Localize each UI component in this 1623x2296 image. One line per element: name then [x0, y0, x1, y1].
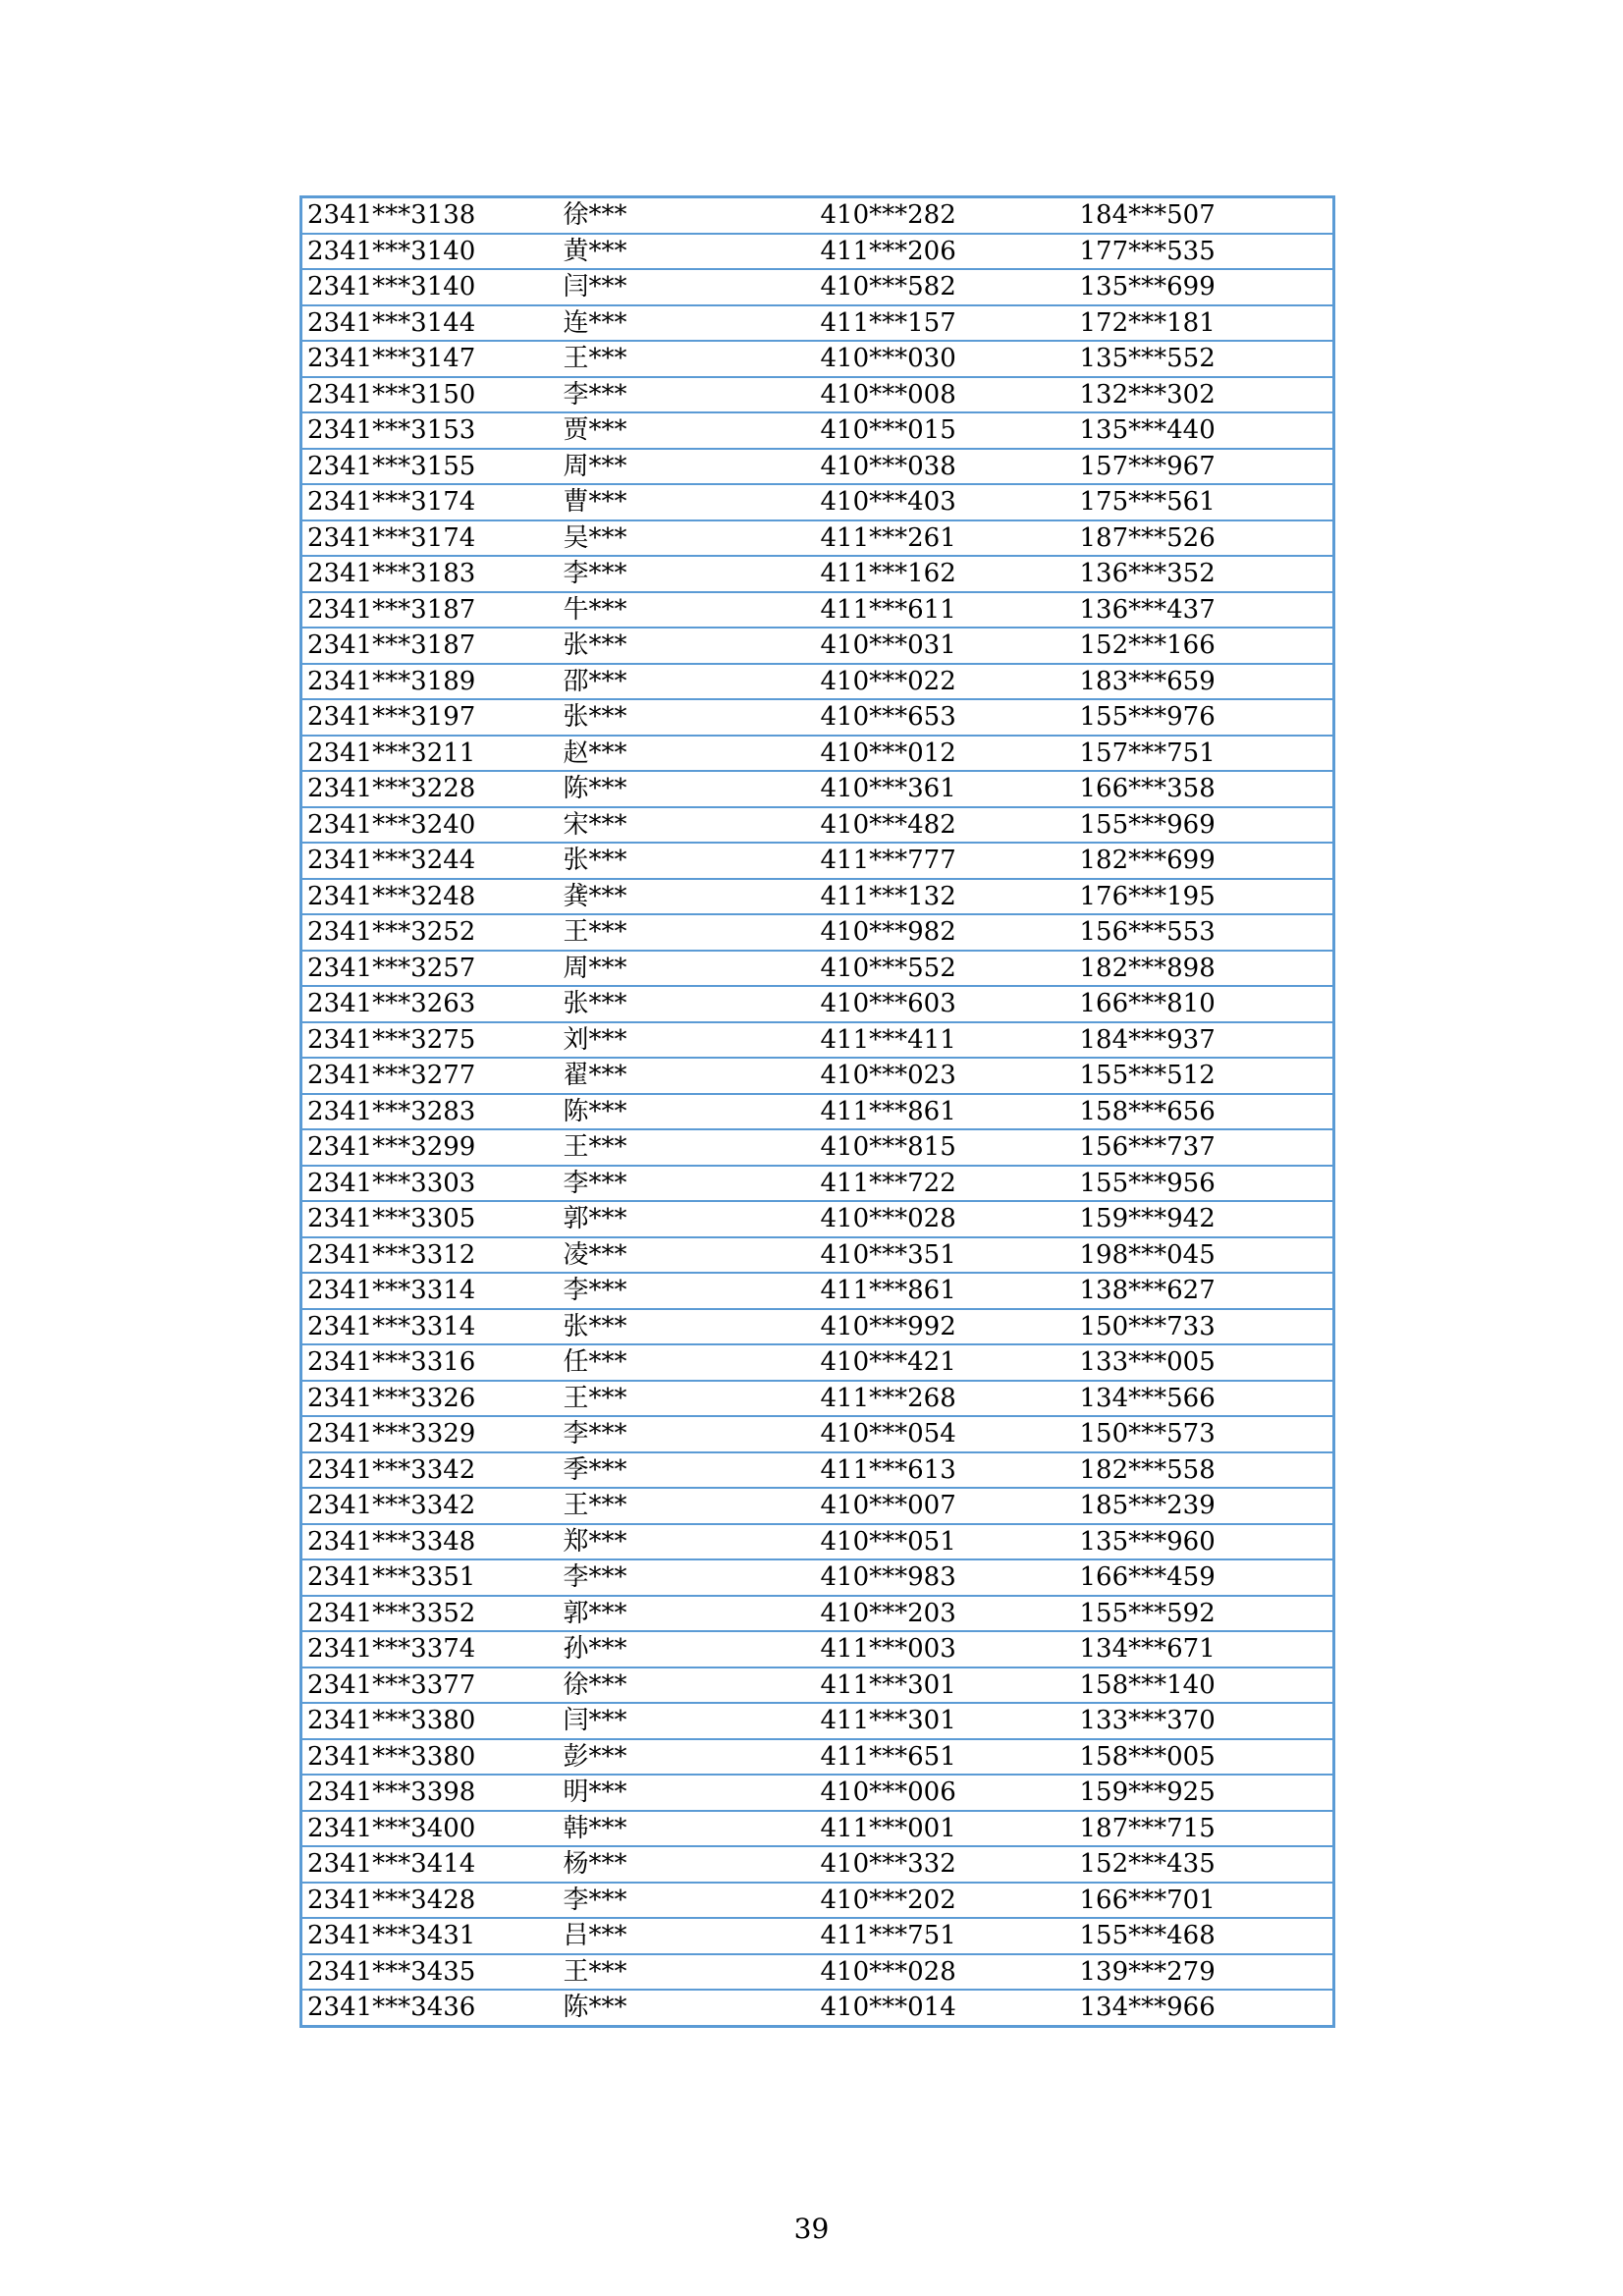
id-card-cell: 411***268: [816, 1381, 1075, 1417]
phone-cell: 183***659: [1075, 664, 1334, 700]
name-cell: 郭***: [559, 1201, 816, 1237]
name-cell: 张***: [559, 699, 816, 736]
id-card-cell: 411***751: [816, 1918, 1075, 1954]
table-row: [301, 1883, 1334, 1919]
name-cell: 翟***: [559, 1058, 816, 1094]
id-number-cell: 2341***3197: [301, 699, 559, 736]
id-number-cell: 2341***3316: [301, 1344, 559, 1381]
phone-cell: 159***925: [1075, 1775, 1334, 1811]
name-cell: 陈***: [559, 771, 816, 807]
name-cell: 彭***: [559, 1739, 816, 1776]
id-card-cell: 410***482: [816, 807, 1075, 844]
id-number-cell: 2341***3374: [301, 1631, 559, 1667]
name-cell: 闫***: [559, 269, 816, 305]
id-number-cell: 2341***3211: [301, 736, 559, 772]
id-card-cell: 410***031: [816, 628, 1075, 664]
id-number-cell: 2341***3144: [301, 305, 559, 342]
id-card-cell: 411***261: [816, 520, 1075, 557]
name-cell: 闫***: [559, 1703, 816, 1739]
name-cell: 徐***: [559, 197, 816, 234]
table-row: [301, 1094, 1334, 1130]
name-cell: 张***: [559, 628, 816, 664]
table-row: [301, 1166, 1334, 1202]
id-card-cell: 410***282: [816, 197, 1075, 234]
name-cell: 周***: [559, 951, 816, 987]
id-card-cell: 410***653: [816, 699, 1075, 736]
name-cell: 周***: [559, 449, 816, 485]
id-card-cell: 411***861: [816, 1094, 1075, 1130]
phone-cell: 159***942: [1075, 1201, 1334, 1237]
id-card-cell: 410***332: [816, 1846, 1075, 1883]
phone-cell: 182***558: [1075, 1452, 1334, 1489]
id-number-cell: 2341***3436: [301, 1990, 559, 2026]
id-card-cell: 411***157: [816, 305, 1075, 342]
id-card-cell: 411***301: [816, 1703, 1075, 1739]
id-number-cell: 2341***3244: [301, 843, 559, 879]
table-row: [301, 269, 1334, 305]
id-number-cell: 2341***3312: [301, 1237, 559, 1274]
table-row: [301, 1559, 1334, 1596]
name-cell: 郑***: [559, 1524, 816, 1560]
phone-cell: 138***627: [1075, 1273, 1334, 1309]
name-cell: 龚***: [559, 879, 816, 915]
table-row: [301, 1452, 1334, 1489]
id-card-cell: 410***552: [816, 951, 1075, 987]
id-card-cell: 410***983: [816, 1559, 1075, 1596]
table-row: [301, 664, 1334, 700]
phone-cell: 133***370: [1075, 1703, 1334, 1739]
id-number-cell: 2341***3138: [301, 197, 559, 234]
table-row: [301, 1596, 1334, 1632]
table-row: [301, 234, 1334, 270]
id-card-cell: 410***421: [816, 1344, 1075, 1381]
name-cell: 季***: [559, 1452, 816, 1489]
phone-cell: 182***898: [1075, 951, 1334, 987]
table-row: [301, 1237, 1334, 1274]
table-row: [301, 628, 1334, 664]
id-card-cell: 410***012: [816, 736, 1075, 772]
table-row: [301, 1129, 1334, 1166]
phone-cell: 157***967: [1075, 449, 1334, 485]
id-number-cell: 2341***3140: [301, 269, 559, 305]
id-number-cell: 2341***3277: [301, 1058, 559, 1094]
name-cell: 曹***: [559, 484, 816, 520]
id-card-cell: 411***003: [816, 1631, 1075, 1667]
phone-cell: 166***701: [1075, 1883, 1334, 1919]
id-card-cell: 410***603: [816, 986, 1075, 1022]
table-row: [301, 1488, 1334, 1524]
name-cell: 吕***: [559, 1918, 816, 1954]
name-cell: 韩***: [559, 1811, 816, 1847]
table-row: [301, 914, 1334, 951]
table-row: [301, 1524, 1334, 1560]
table-row: [301, 1381, 1334, 1417]
id-card-cell: 411***132: [816, 879, 1075, 915]
id-number-cell: 2341***3257: [301, 951, 559, 987]
id-card-cell: 411***001: [816, 1811, 1075, 1847]
name-cell: 王***: [559, 1129, 816, 1166]
id-card-cell: 410***815: [816, 1129, 1075, 1166]
name-cell: 王***: [559, 1488, 816, 1524]
phone-cell: 187***715: [1075, 1811, 1334, 1847]
id-number-cell: 2341***3140: [301, 234, 559, 270]
id-number-cell: 2341***3380: [301, 1739, 559, 1776]
phone-cell: 155***512: [1075, 1058, 1334, 1094]
phone-cell: 185***239: [1075, 1488, 1334, 1524]
id-number-cell: 2341***3326: [301, 1381, 559, 1417]
table-row: [301, 843, 1334, 879]
phone-cell: 166***810: [1075, 986, 1334, 1022]
phone-cell: 139***279: [1075, 1954, 1334, 1991]
table-row: [301, 520, 1334, 557]
name-cell: 宋***: [559, 807, 816, 844]
id-number-cell: 2341***3435: [301, 1954, 559, 1991]
id-number-cell: 2341***3147: [301, 341, 559, 377]
table-row: [301, 1990, 1334, 2026]
id-number-cell: 2341***3329: [301, 1416, 559, 1452]
id-number-cell: 2341***3342: [301, 1488, 559, 1524]
name-cell: 李***: [559, 1559, 816, 1596]
name-cell: 王***: [559, 1954, 816, 1991]
table-row: [301, 556, 1334, 592]
id-card-cell: 411***611: [816, 592, 1075, 629]
name-cell: 刘***: [559, 1022, 816, 1059]
table-row: [301, 1703, 1334, 1739]
table-row: [301, 1201, 1334, 1237]
table-row: [301, 341, 1334, 377]
id-number-cell: 2341***3314: [301, 1273, 559, 1309]
id-number-cell: 2341***3174: [301, 484, 559, 520]
id-card-cell: 411***206: [816, 234, 1075, 270]
id-number-cell: 2341***3398: [301, 1775, 559, 1811]
id-card-cell: 411***722: [816, 1166, 1075, 1202]
phone-cell: 187***526: [1075, 520, 1334, 557]
phone-cell: 158***140: [1075, 1667, 1334, 1704]
phone-cell: 135***552: [1075, 341, 1334, 377]
id-card-cell: 410***038: [816, 449, 1075, 485]
id-number-cell: 2341***3377: [301, 1667, 559, 1704]
table-row: [301, 377, 1334, 413]
phone-cell: 156***553: [1075, 914, 1334, 951]
id-number-cell: 2341***3342: [301, 1452, 559, 1489]
id-card-cell: 410***008: [816, 377, 1075, 413]
name-cell: 徐***: [559, 1667, 816, 1704]
id-card-cell: 410***015: [816, 412, 1075, 449]
phone-cell: 134***671: [1075, 1631, 1334, 1667]
phone-cell: 198***045: [1075, 1237, 1334, 1274]
id-number-cell: 2341***3352: [301, 1596, 559, 1632]
id-number-cell: 2341***3314: [301, 1309, 559, 1345]
id-card-cell: 410***982: [816, 914, 1075, 951]
phone-cell: 172***181: [1075, 305, 1334, 342]
name-cell: 张***: [559, 986, 816, 1022]
id-card-cell: 410***203: [816, 1596, 1075, 1632]
page-number: 39: [793, 2213, 830, 2245]
name-cell: 李***: [559, 1883, 816, 1919]
id-number-cell: 2341***3189: [301, 664, 559, 700]
name-cell: 黄***: [559, 234, 816, 270]
table-row: [301, 699, 1334, 736]
table-row: [301, 1811, 1334, 1847]
phone-cell: 175***561: [1075, 484, 1334, 520]
id-card-cell: 410***006: [816, 1775, 1075, 1811]
table-row: [301, 449, 1334, 485]
phone-cell: 136***437: [1075, 592, 1334, 629]
table-row: [301, 1667, 1334, 1704]
table-row: [301, 1739, 1334, 1776]
id-number-cell: 2341***3183: [301, 556, 559, 592]
table-row: [301, 1775, 1334, 1811]
id-card-cell: 410***582: [816, 269, 1075, 305]
id-card-cell: 410***028: [816, 1954, 1075, 1991]
id-card-cell: 410***014: [816, 1990, 1075, 2026]
id-number-cell: 2341***3283: [301, 1094, 559, 1130]
id-number-cell: 2341***3150: [301, 377, 559, 413]
phone-cell: 150***573: [1075, 1416, 1334, 1452]
id-card-cell: 411***411: [816, 1022, 1075, 1059]
phone-cell: 133***005: [1075, 1344, 1334, 1381]
phone-cell: 155***976: [1075, 699, 1334, 736]
table-row: [301, 1918, 1334, 1954]
table-row: [301, 771, 1334, 807]
phone-cell: 177***535: [1075, 234, 1334, 270]
phone-cell: 158***005: [1075, 1739, 1334, 1776]
phone-cell: 135***440: [1075, 412, 1334, 449]
name-cell: 李***: [559, 377, 816, 413]
name-cell: 贾***: [559, 412, 816, 449]
id-number-cell: 2341***3414: [301, 1846, 559, 1883]
name-cell: 王***: [559, 1381, 816, 1417]
id-card-cell: 411***651: [816, 1739, 1075, 1776]
name-cell: 郭***: [559, 1596, 816, 1632]
phone-cell: 166***459: [1075, 1559, 1334, 1596]
name-cell: 杨***: [559, 1846, 816, 1883]
table-row: [301, 1954, 1334, 1991]
phone-cell: 135***699: [1075, 269, 1334, 305]
id-number-cell: 2341***3228: [301, 771, 559, 807]
table-row: [301, 197, 1334, 234]
id-card-cell: 411***861: [816, 1273, 1075, 1309]
id-card-cell: 411***613: [816, 1452, 1075, 1489]
phone-cell: 152***166: [1075, 628, 1334, 664]
name-cell: 李***: [559, 1273, 816, 1309]
id-number-cell: 2341***3240: [301, 807, 559, 844]
phone-cell: 134***566: [1075, 1381, 1334, 1417]
id-card-cell: 410***007: [816, 1488, 1075, 1524]
phone-cell: 155***956: [1075, 1166, 1334, 1202]
id-card-cell: 410***028: [816, 1201, 1075, 1237]
id-number-cell: 2341***3275: [301, 1022, 559, 1059]
phone-cell: 155***468: [1075, 1918, 1334, 1954]
roster-table-body: [301, 197, 1334, 2027]
id-card-cell: 410***022: [816, 664, 1075, 700]
id-number-cell: 2341***3428: [301, 1883, 559, 1919]
table-row: [301, 305, 1334, 342]
name-cell: 陈***: [559, 1990, 816, 2026]
name-cell: 王***: [559, 914, 816, 951]
id-number-cell: 2341***3351: [301, 1559, 559, 1596]
phone-cell: 136***352: [1075, 556, 1334, 592]
table-row: [301, 1631, 1334, 1667]
phone-cell: 134***966: [1075, 1990, 1334, 2026]
phone-cell: 157***751: [1075, 736, 1334, 772]
phone-cell: 155***969: [1075, 807, 1334, 844]
phone-cell: 135***960: [1075, 1524, 1334, 1560]
table-row: [301, 1309, 1334, 1345]
id-number-cell: 2341***3400: [301, 1811, 559, 1847]
name-cell: 吴***: [559, 520, 816, 557]
phone-cell: 158***656: [1075, 1094, 1334, 1130]
name-cell: 陈***: [559, 1094, 816, 1130]
id-card-cell: 410***351: [816, 1237, 1075, 1274]
table-row: [301, 986, 1334, 1022]
id-number-cell: 2341***3248: [301, 879, 559, 915]
id-card-cell: 410***992: [816, 1309, 1075, 1345]
phone-cell: 156***737: [1075, 1129, 1334, 1166]
phone-cell: 166***358: [1075, 771, 1334, 807]
name-cell: 张***: [559, 843, 816, 879]
phone-cell: 176***195: [1075, 879, 1334, 915]
id-card-cell: 411***162: [816, 556, 1075, 592]
name-cell: 凌***: [559, 1237, 816, 1274]
table-row: [301, 1846, 1334, 1883]
phone-cell: 184***937: [1075, 1022, 1334, 1059]
table-row: [301, 807, 1334, 844]
table-row: [301, 412, 1334, 449]
table-row: [301, 736, 1334, 772]
id-number-cell: 2341***3174: [301, 520, 559, 557]
name-cell: 邵***: [559, 664, 816, 700]
table-row: [301, 1273, 1334, 1309]
phone-cell: 155***592: [1075, 1596, 1334, 1632]
id-number-cell: 2341***3348: [301, 1524, 559, 1560]
id-card-cell: 410***202: [816, 1883, 1075, 1919]
id-card-cell: 411***777: [816, 843, 1075, 879]
table-row: [301, 1416, 1334, 1452]
table-row: [301, 879, 1334, 915]
table-row: [301, 1058, 1334, 1094]
name-cell: 明***: [559, 1775, 816, 1811]
id-number-cell: 2341***3299: [301, 1129, 559, 1166]
name-cell: 连***: [559, 305, 816, 342]
id-number-cell: 2341***3303: [301, 1166, 559, 1202]
id-number-cell: 2341***3187: [301, 592, 559, 629]
id-card-cell: 410***054: [816, 1416, 1075, 1452]
name-cell: 牛***: [559, 592, 816, 629]
phone-cell: 182***699: [1075, 843, 1334, 879]
id-card-cell: 410***403: [816, 484, 1075, 520]
id-card-cell: 410***030: [816, 341, 1075, 377]
id-card-cell: 410***051: [816, 1524, 1075, 1560]
id-card-cell: 410***023: [816, 1058, 1075, 1094]
name-cell: 任***: [559, 1344, 816, 1381]
name-cell: 赵***: [559, 736, 816, 772]
phone-cell: 184***507: [1075, 197, 1334, 234]
id-number-cell: 2341***3187: [301, 628, 559, 664]
table-row: [301, 1022, 1334, 1059]
roster-table: [299, 195, 1335, 2028]
id-number-cell: 2341***3252: [301, 914, 559, 951]
id-number-cell: 2341***3380: [301, 1703, 559, 1739]
name-cell: 李***: [559, 556, 816, 592]
phone-cell: 150***733: [1075, 1309, 1334, 1345]
table-row: [301, 1344, 1334, 1381]
id-number-cell: 2341***3153: [301, 412, 559, 449]
id-number-cell: 2341***3263: [301, 986, 559, 1022]
table-row: [301, 951, 1334, 987]
table-row: [301, 484, 1334, 520]
id-number-cell: 2341***3155: [301, 449, 559, 485]
phone-cell: 132***302: [1075, 377, 1334, 413]
name-cell: 王***: [559, 341, 816, 377]
id-number-cell: 2341***3431: [301, 1918, 559, 1954]
phone-cell: 152***435: [1075, 1846, 1334, 1883]
name-cell: 李***: [559, 1166, 816, 1202]
table-row: [301, 592, 1334, 629]
id-card-cell: 411***301: [816, 1667, 1075, 1704]
name-cell: 孙***: [559, 1631, 816, 1667]
name-cell: 李***: [559, 1416, 816, 1452]
id-card-cell: 410***361: [816, 771, 1075, 807]
name-cell: 张***: [559, 1309, 816, 1345]
id-number-cell: 2341***3305: [301, 1201, 559, 1237]
